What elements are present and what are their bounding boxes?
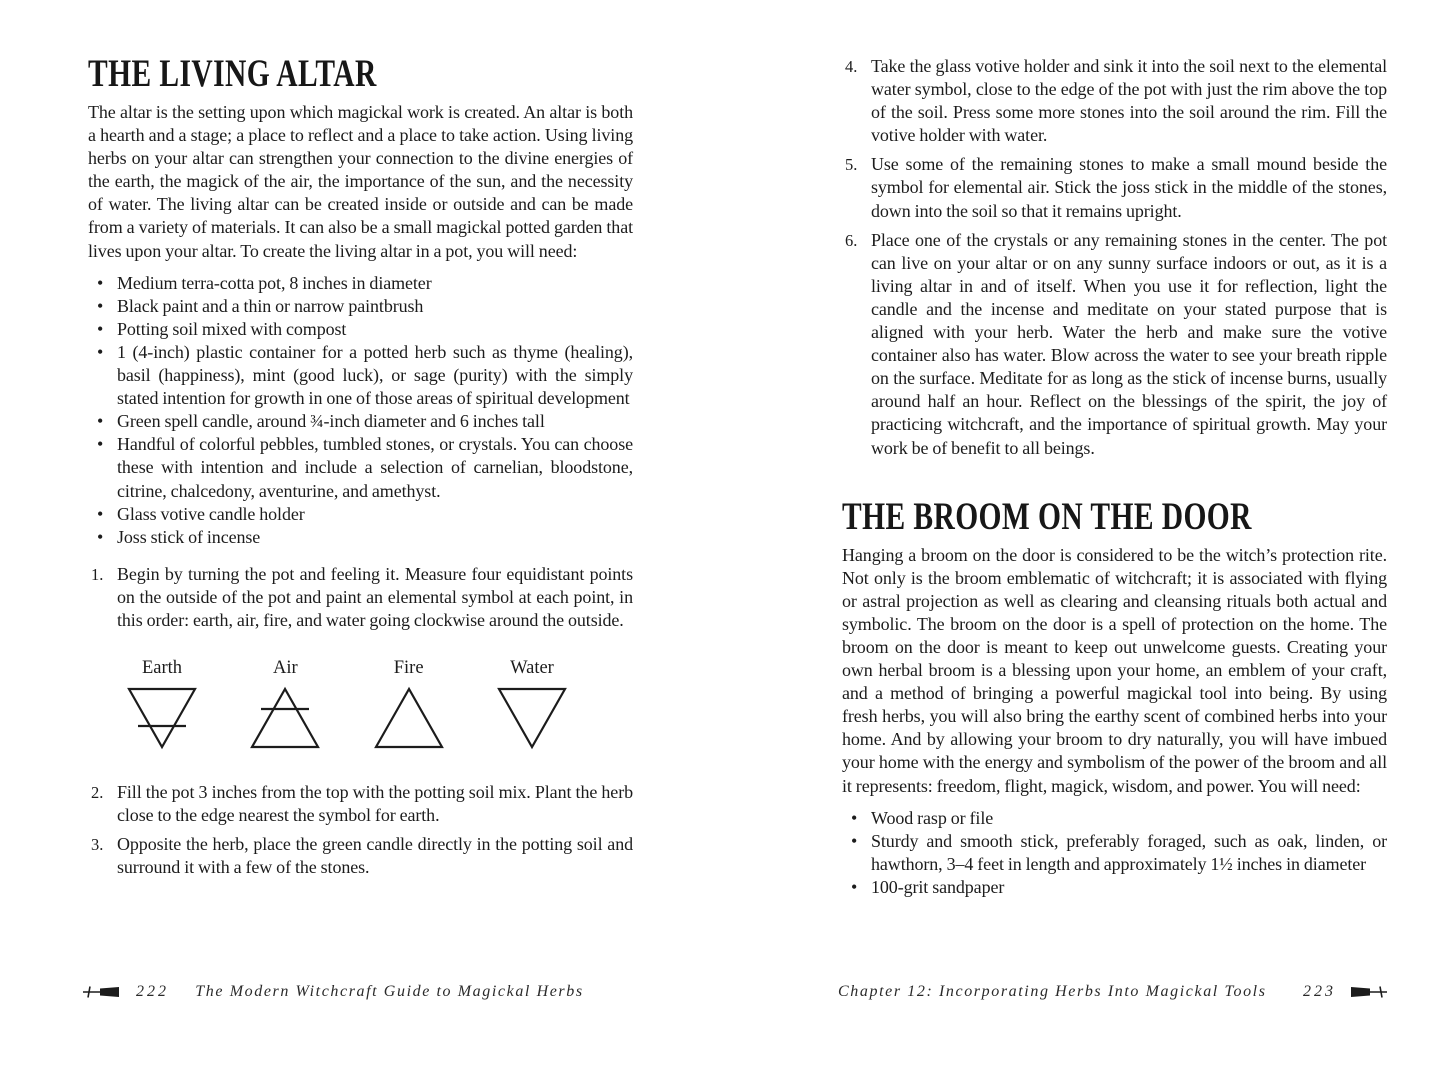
list-item: • Potting soil mixed with compost <box>88 318 633 341</box>
step-3: 3. Opposite the herb, place the green candle directly in the potting soil and surround it with a few of the stones. <box>88 833 633 879</box>
step-1: 1. Begin by turning the pot and feeling it. Measure four equidistant points on the outside of the pot and paint an elemental symbol at each point, in this order: earth, air, fire, and water going clockwise around the outside. <box>88 563 633 632</box>
bullet-icon: • <box>97 341 104 362</box>
list-item: • 100-grit sandpaper <box>842 876 1387 899</box>
bullet-icon: • <box>851 830 858 851</box>
list-item: • Glass votive candle holder <box>88 503 633 526</box>
step-6: 6. Place one of the crystals or any remaining stones in the center. The pot can live on your altar or on any sunny surface indoors or out, as it is a living altar in and of itself. When you use it for reflection, light the candle and the incense and meditate on your stated purpose that is aligned with your herb. Water the herb and make sure the votive container also has water. Blow across the water to see your breath ripple on the surface. Meditate for as long as the stick of incense burns, usually around half an hour. Reflect on the blessings of the spirit, the joy of practicing witchcraft, and the importance of spiritual growth. May your work be of benefit to all beings. <box>842 229 1387 460</box>
step-number: 3. <box>91 835 104 855</box>
step-5: 5. Use some of the remaining stones to make a small mound beside the symbol for elemental air. Stick the joss stick in the middle of the stones, down into the soil so that it remains upright. <box>842 153 1387 222</box>
bullet-icon: • <box>851 807 858 828</box>
bullet-icon: • <box>97 526 104 547</box>
instructions-steps-1 <box>88 563 633 632</box>
list-item: • Joss stick of incense <box>88 526 633 549</box>
bullet-icon: • <box>97 318 104 339</box>
air-symbol-figure <box>239 658 331 751</box>
broom-ornament-right-icon <box>1350 984 1388 1000</box>
bullet-icon: • <box>97 295 104 316</box>
list-item: • Black paint and a thin or narrow paintbrush <box>88 295 633 318</box>
section-heading-living-altar: THE LIVING ALTAR <box>88 51 377 95</box>
earth-label: Earth <box>141 658 183 679</box>
bullet-icon: • <box>97 411 104 432</box>
list-item: • Green spell candle, around ¾-inch diameter and 6 inches tall <box>88 410 633 433</box>
step-number: 6. <box>845 230 858 250</box>
page-number-left: 222 <box>136 983 169 1000</box>
page-left <box>88 51 633 879</box>
materials-list <box>88 272 633 549</box>
bullet-icon: • <box>97 503 104 524</box>
chapter-title: Chapter 12: Incorporating Herbs Into Magickal Tools <box>838 983 1267 1000</box>
broom-on-door-intro-paragraph: Hanging a broom on the door is considered to be the witch’s protection rite. Not only is the broom emblematic of witchcraft; it is associated with flying or astral projection as well as clearing and cleansing rituals both actual and symbolic. The broom on the door is a spell of protection on the home. The broom on the door is meant to keep out unwelcome guests. Creating your own herbal broom is a blessing upon your home, an emblem of your craft, and a method of bringing a powerful magickal tool into being. By using fresh herbs, you will also bring the earthy scent of combined herbs into your home. And by allowing your broom to dry naturally, you will have imbued your home with the energy and symbolism of the power of the broom and all it represents: freedom, flight, magick, wisdom, and power. You will need: <box>842 544 1387 796</box>
footer-right <box>838 983 1388 1001</box>
earth-symbol-icon <box>124 685 200 751</box>
list-item: • Handful of colorful pebbles, tumbled stones, or crystals. You can choose these with intention and include a selection of carnelian, bloodstone, citrine, chalcedony, aventurine, and amethyst. <box>88 433 633 502</box>
footer-left <box>82 983 630 1001</box>
bullet-icon: • <box>851 876 858 897</box>
fire-symbol-icon <box>371 685 447 751</box>
water-symbol-figure <box>486 658 578 751</box>
list-item: • Sturdy and smooth stick, preferably foraged, such as oak, linden, or hawthorn, 3–4 feet in length and approximately 1½ inches in diameter <box>842 830 1387 876</box>
list-item: • Medium terra-cotta pot, 8 inches in diameter <box>88 272 633 295</box>
step-4: 4. Take the glass votive holder and sink it into the soil next to the elemental water symbol, close to the edge of the pot with just the rim above the top of the soil. Press some more stones into the soil around the rim. Fill the votive holder with water. <box>842 55 1387 147</box>
water-label: Water <box>510 658 554 679</box>
step-number: 4. <box>845 57 858 76</box>
instructions-steps-4-6 <box>842 55 1387 460</box>
broom-materials-list <box>842 807 1387 899</box>
fire-symbol-figure <box>363 658 455 751</box>
step-2: 2. Fill the pot 3 inches from the top with the potting soil mix. Plant the herb close to the edge nearest the symbol for earth. <box>88 781 633 827</box>
elemental-symbols-row <box>116 658 578 751</box>
broom-ornament-left-icon <box>82 984 120 1000</box>
list-item: • 1 (4-inch) plastic container for a potted herb such as thyme (healing), basil (happiness), mint (good luck), or sage (purity) with the simply stated intention for growth in one of those areas of spiritual development <box>88 341 633 410</box>
water-symbol-icon <box>494 685 570 751</box>
page-right <box>842 55 1387 899</box>
instructions-steps-2-3 <box>88 781 633 879</box>
living-altar-intro-paragraph: The altar is the setting upon which magickal work is created. An altar is both a hearth and a stage; a place to reflect and a place to take action. Using living herbs on your altar can strengthen your connection to the divine energies of the earth, the magick of the air, the importance of the sun, and the necessity of water. The living altar can be created inside or outside and can be made from a variety of materials. It can also be a small magickal potted garden that lives upon your altar. To create the living altar in a pot, you will need: <box>88 102 633 261</box>
bullet-icon: • <box>97 434 104 455</box>
page-number-right: 223 <box>1303 983 1336 1000</box>
earth-symbol-figure <box>116 658 208 751</box>
section-heading-broom-on-door: THE BROOM ON THE DOOR <box>842 493 1252 538</box>
bullet-icon: • <box>97 272 104 293</box>
step-number: 1. <box>91 564 104 584</box>
book-title: The Modern Witchcraft Guide to Magickal Herbs <box>195 983 584 1000</box>
list-item: • Wood rasp or file <box>842 807 1387 830</box>
air-symbol-icon <box>247 685 323 751</box>
air-label: Air <box>272 658 298 679</box>
fire-label: Fire <box>393 658 424 679</box>
step-number: 2. <box>91 783 104 803</box>
step-number: 5. <box>845 155 858 175</box>
